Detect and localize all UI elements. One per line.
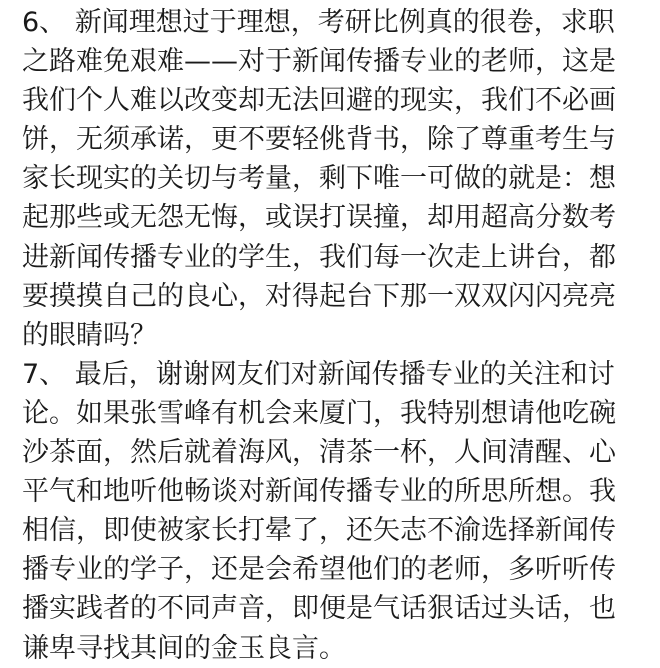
text-line: 7、 最后，谢谢网友们对新闻传播专业的关注和讨 [22,358,615,390]
text-line: 论。如果张雪峰有机会来厦门，我特别想请他吃碗 [22,397,616,429]
text-line: 的眼睛吗？ [22,319,157,351]
paragraph-6 [22,3,648,355]
text-line: 播实践者的不同声音，即便是气话狠话过头话，也 [22,593,616,625]
text-line: 谦卑寻找其间的金玉良言。 [22,632,346,664]
text-line: 播专业的学子，还是会希望他们的老师，多听听传 [22,554,616,586]
text-line: 之路难免艰难——对于新闻传播专业的老师，这是 [22,46,616,78]
text-line: 6、 新闻理想过于理想，考研比例真的很卷，求职 [22,7,615,38]
text-line: 我们个人难以改变却无法回避的现实，我们不必画 [22,85,616,117]
text-line: 平气和地听他畅谈对新闻传播专业的所思所想。我 [22,476,616,508]
text-line: 沙茶面，然后就着海风，清茶一杯，人间清醒、心 [22,437,616,469]
text-line: 要摸摸自己的良心，对得起台下那一双双闪闪亮亮 [22,280,616,312]
paragraph-7 [22,355,648,668]
text-line: 进新闻传播专业的学生，我们每一次走上讲台，都 [22,241,616,273]
text-line: 起那些或无怨无悔，或误打误撞，却用超高分数考 [22,202,616,234]
text-line: 家长现实的关切与考量，剩下唯一可做的就是：想 [22,163,616,195]
text-line: 饼，无须承诺，更不要轻佻背书，除了尊重考生与 [22,124,616,156]
text-line: 相信，即使被家长打晕了，还矢志不渝选择新闻传 [22,515,616,547]
